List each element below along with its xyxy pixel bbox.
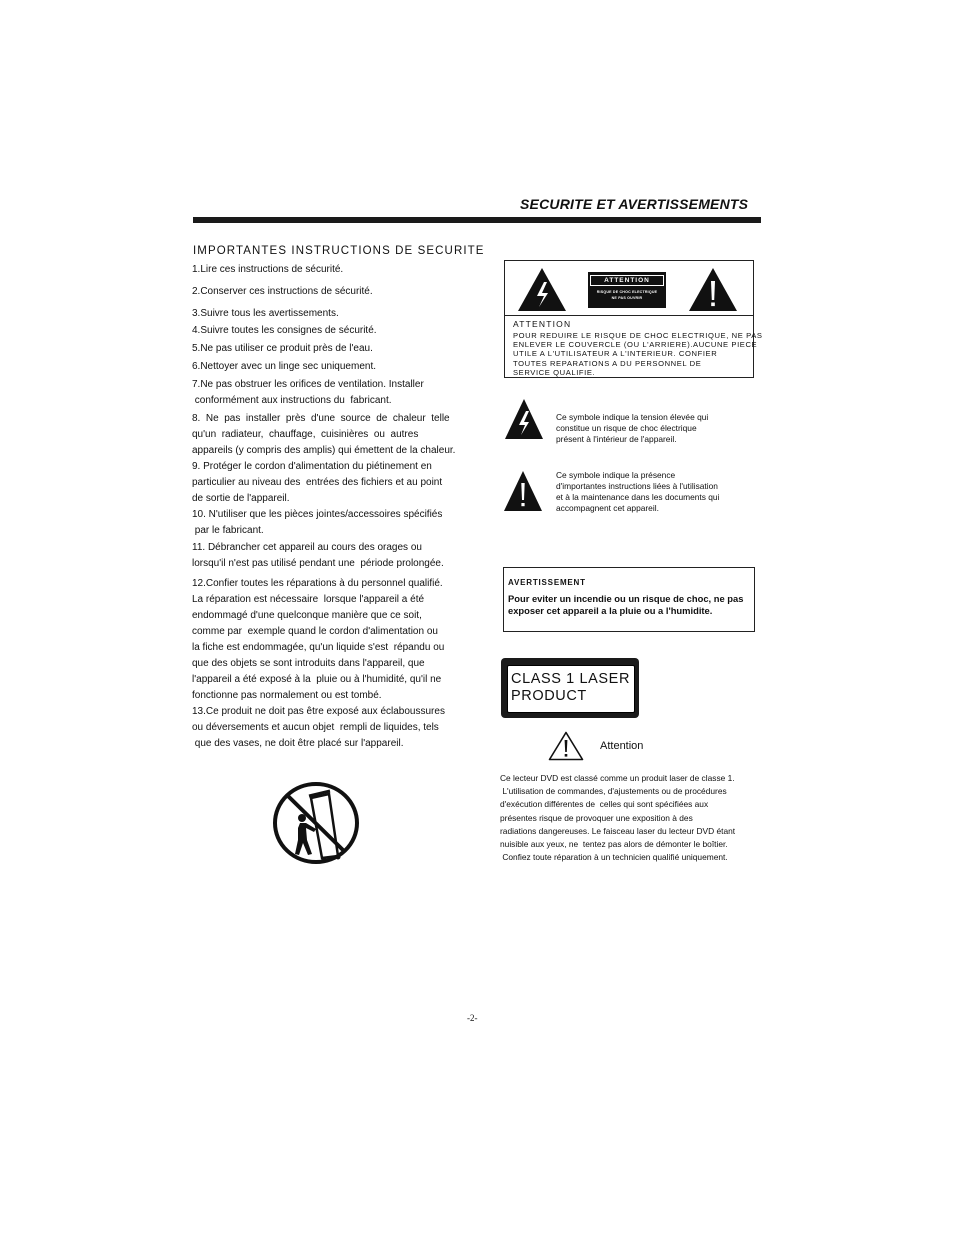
attention-box-heading: ATTENTION: [513, 319, 572, 329]
instruction-item-8: 8. Ne pas installer près d'une source de chaleur telle qu'un radiateur, chauffage, cuisinières ou autres appareils (y compris des amplis) qui émettent de la chaleur.: [192, 413, 456, 456]
instruction-item-4: 4.Suivre toutes les consignes de sécurité.: [192, 325, 377, 336]
instruction-item-7: 7.Ne pas obstruer les orifices de ventilation. Installer conformément aux instructions du fabricant.: [192, 379, 424, 406]
attention-caution-icon: [548, 731, 584, 761]
instruction-item-13: 13.Ce produit ne doit pas être exposé aux éclaboussures ou déversements et aucun objet rempli de liquides, tels que des vases, ne doit être placé sur l'appareil.: [192, 706, 445, 749]
cart-tipover-warning-icon: [272, 782, 362, 866]
attention-label-subtitle: RISQUE DE CHOC ELECTRIQUE NE PAS OUVRIR: [596, 290, 658, 300]
instruction-item-6: 6.Nettoyer avec un linge sec uniquement.: [192, 361, 376, 372]
instruction-item-12: 12.Confier toutes les réparations à du personnel qualifié. La réparation est nécessaire lorsque l'appareil a été endommagé d'une quelconque manière que ce soit, comme par exemple quand le cordon d'alimentation ou la fiche est endommagée, qu'un liquide s'est répandu ou que des objets se sont introduits dans l'appareil, que l'appareil a été exposé à la pluie ou à l'humidité, qu'il ne fonctionne pas normalement ou est tombé.: [192, 578, 445, 701]
laser-label-text: CLASS 1 LASER PRODUCT: [511, 671, 631, 704]
instruction-item-2: 2.Conserver ces instructions de sécurité.: [192, 286, 373, 297]
instruction-item-5: 5.Ne pas utiliser ce produit près de l'eau.: [192, 343, 373, 354]
attention-label-title: ATTENTION: [590, 275, 664, 286]
instructions-heading: IMPORTANTES INSTRUCTIONS DE SECURITE: [193, 245, 485, 257]
instruction-item-1: 1.Lire ces instructions de sécurité.: [192, 264, 344, 275]
instruction-item-3: 3.Suivre tous les avertissements.: [192, 308, 339, 319]
exclamation-symbol-icon: [503, 470, 543, 512]
instruction-item-10: 10. N'utiliser que les pièces jointes/accessoires spécifiés par le fabricant.: [192, 509, 443, 536]
page-title: SECURITE ET AVERTISSEMENTS: [520, 196, 749, 212]
high-voltage-warning-icon: [517, 267, 567, 312]
attention-box-divider: [504, 315, 753, 316]
attention-caption: Attention: [600, 740, 644, 752]
exclamation-warning-icon: [688, 267, 738, 312]
attention-box-body: POUR REDUIRE LE RISQUE DE CHOC ELECTRIQUE, NE PAS ENLEVER LE COUVERCLE (OU L'ARRIERE).AUCUNE PIECE UTILE A L'UTILISATEUR A L'INTERIEUR. CONFIER TOUTES REPARATIONS A DU PERSONNEL DE SERVICE QUALIFIE.: [513, 331, 763, 377]
instruction-item-11: 11. Débrancher cet appareil au cours des orages ou lorsqu'il n'est pas utilisé pendant une période prolongée.: [192, 542, 444, 569]
voltage-symbol-text: Ce symbole indique la tension élevée qui constitue un risque de choc électrique présent à l'intérieur de l'appareil.: [556, 412, 709, 444]
attention-label: [588, 272, 666, 308]
instruction-item-9: 9. Protéger le cordon d'alimentation du piétinement en particulier au niveau des entrées des fichiers et au point de sortie de l'appareil.: [192, 461, 443, 504]
laser-warning-text: Ce lecteur DVD est classé comme un produit laser de classe 1. L'utilisation de commandes, d'ajustements ou de procédures d'exécution différentes de celles qui sont spécifiées aux présentes risque de provoquer une exposition à des radiations dangereuses. Le faisceau laser du lecteur DVD étant nuisible aux yeux, ne tentez pas alors de démonter le boîtier. Confiez toute réparation à un technicien qualifié uniquement.: [500, 773, 736, 863]
title-rule: [193, 217, 761, 223]
avertissement-body: Pour eviter un incendie ou un risque de choc, ne pas exposer cet appareil a la pluie ou a l'humidite.: [508, 593, 744, 616]
exclamation-symbol-text: Ce symbole indique la présence d'importantes instructions liées à l'utilisation et à la maintenance dans les documents qui accompagnent cet appareil.: [556, 470, 720, 513]
avertissement-heading: AVERTISSEMENT: [508, 578, 586, 587]
page-number: -2-: [467, 1013, 478, 1023]
high-voltage-symbol-icon: [504, 398, 544, 440]
